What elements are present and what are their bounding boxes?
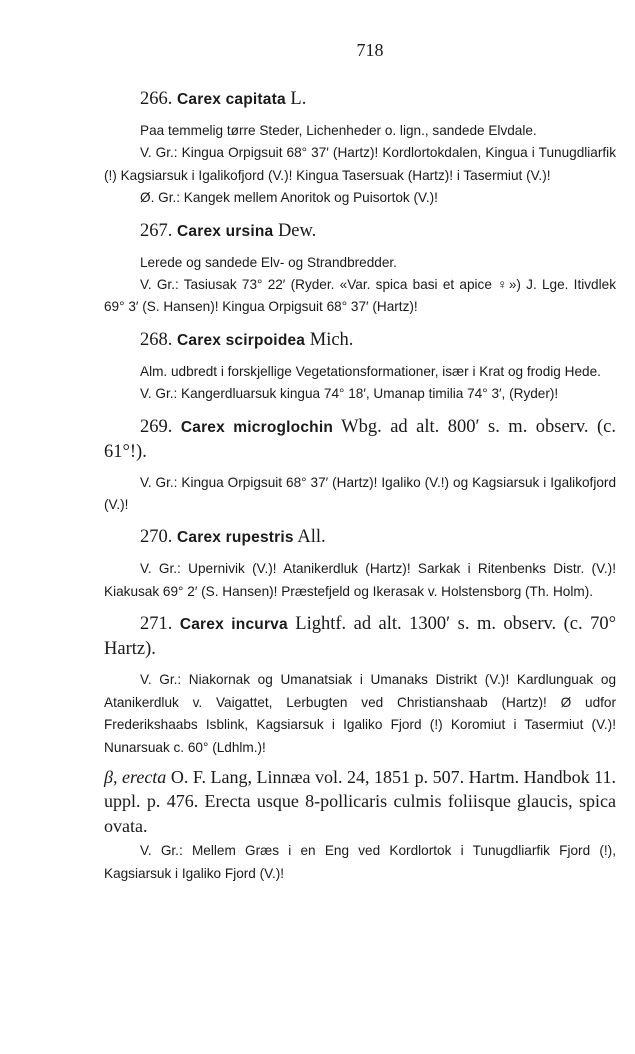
paragraph: V. Gr.: Kingua Orpigsuit 68° 37′ (Hartz)! Igaliko (V.!) og Kagsiarsuk i Igalikofjord (V.)! <box>104 474 616 513</box>
entry-heading <box>104 415 616 464</box>
paragraph: V. Gr.: Upernivik (V.)! Atanikerdluk (Hartz)! Sarkak i Ritenbenks Distr. (V.)! Kiakusak 69° 2′ (S. Hansen)! Præstefjeld og Ikerasak v. Holstensborg (Th. Holm). <box>104 561 616 599</box>
entry-269 <box>104 415 616 517</box>
entry-number: 266. <box>140 89 173 109</box>
entry-270 <box>104 525 616 603</box>
species-author: Wbg. ad alt. 800′ s. m. observ. (c. 61°!). <box>104 416 617 462</box>
paragraph: Lerede og sandede Elv- og Strandbredder. <box>140 254 397 270</box>
species-name: Carex ursina <box>177 222 274 240</box>
entry-heading <box>104 87 616 112</box>
entry-271 <box>104 612 616 759</box>
species-author: Mich. <box>309 329 354 350</box>
variety-name: erecta <box>122 766 167 787</box>
variety-heading <box>104 765 616 839</box>
entry-heading <box>104 525 616 550</box>
entry-heading <box>104 219 616 244</box>
entry-heading <box>104 612 616 661</box>
paragraph: Paa temmelig tørre Steder, Lichenheder o. lign., sandede Elvdale. <box>140 123 537 138</box>
entry-number: 270. <box>140 527 173 548</box>
species-name: Carex scirpoidea <box>177 331 306 349</box>
entry-266 <box>104 87 616 210</box>
species-author: Lightf. ad alt. 1300′ s. m. observ. (c. 70° Hartz). <box>104 614 616 660</box>
entry-number: 271. <box>140 614 173 635</box>
paragraph: V. Gr.: Niakornak og Umanatsiak i Umanaks Distrikt (V.)! Kardlunguak og Atanikerdluk v. Vaigattet, Lerbugten ved Christianshaab (Hartz)! Ø udfor Frederikshaabs Isblink, Kagsiarsuk i Igaliko Fjord (!) Koromiut i Tasermiut (V.)! Nunarsuak c. 60° (Ldhlm.)! <box>104 672 616 755</box>
entry-268 <box>104 328 616 406</box>
species-name: Carex rupestris <box>177 529 294 547</box>
entry-number: 268. <box>140 329 173 350</box>
entry-number: 269. <box>140 416 173 437</box>
paragraph: V. Gr.: Tasiusak 73° 22′ (Ryder. «Var. spica basi et apice ♀») J. Lge. Itivdlek 69° 3′ (S. Hansen)! Kingua Orpigsuit 68° 37′ (Hartz)! <box>104 277 616 315</box>
page-number: 718 <box>356 40 384 60</box>
species-author: Dew. <box>277 220 317 241</box>
variety-citation: O. F. Lang, Linnæa vol. 24, 1851 p. 507. Hartm. Handbok 11. uppl. p. 476. Erecta usque 8-pollicaris culmis foliisque glaucis, spica ovata. <box>104 766 616 836</box>
entry-267 <box>104 219 616 319</box>
species-name: Carex microglochin <box>180 418 334 436</box>
species-author: All. <box>297 527 326 548</box>
species-name: Carex capitata <box>177 91 286 108</box>
paragraph: V. Gr.: Mellem Græs i en Eng ved Kordlortok i Tunugdliarfik Fjord (!), Kagsiarsuk i Igaliko Fjord (V.)! <box>104 843 616 881</box>
entry-heading <box>104 328 616 353</box>
variety-greek: β, <box>104 766 118 787</box>
species-author: L. <box>290 89 307 109</box>
paragraph: Alm. udbredt i forskjellige Vegetationsformationer, især i Krat og frodig Hede. <box>140 363 601 379</box>
variety-erecta <box>104 765 616 885</box>
paragraph: V. Gr.: Kangerdluarsuk kingua 74° 18′, Umanap timilia 74° 3′, (Ryder)! <box>140 386 559 402</box>
paragraph: V. Gr.: Kingua Orpigsuit 68° 37′ (Hartz)! Kordlortokdalen, Kingua i Tunugdliarfik (!) Kagsiarsuk i Igalikofjord (V.)! Kingua Tasersuak (Hartz)! i Tasermiut (V.)! <box>104 145 616 183</box>
entry-number: 267. <box>140 220 173 241</box>
species-name: Carex incurva <box>179 616 288 634</box>
paragraph: Ø. Gr.: Kangek mellem Anoritok og Puisortok (V.)! <box>140 190 438 206</box>
page <box>104 40 616 885</box>
